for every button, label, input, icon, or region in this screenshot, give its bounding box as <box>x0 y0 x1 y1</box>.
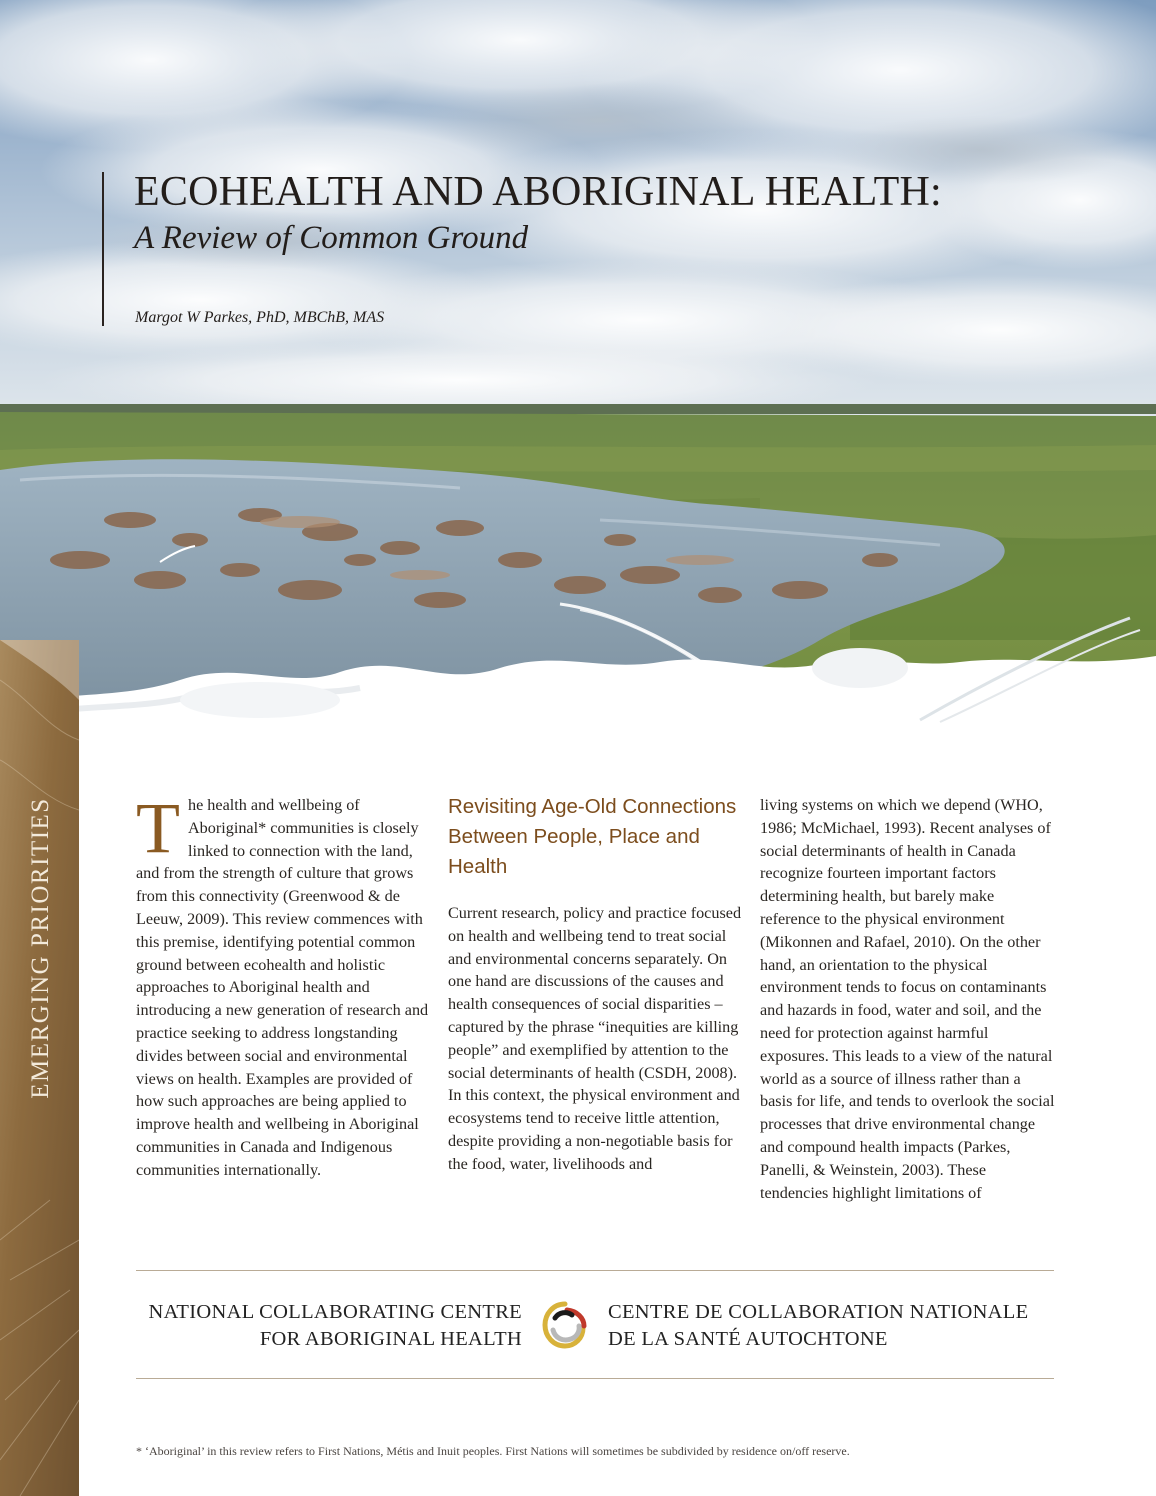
intro-text: he health and wellbeing of Aboriginal* communities is closely linked to connection with the land, and from the strength of culture that grows from this connectivity (Greenwood & de Leeuw, 2009). This review commences with this premise, identifying potential common ground between ecohealth and holistic approaches to Aboriginal health and introducing a new generation of research and practice seeking to address longstanding divides between social and environmental views on health. Examples are provided of how such approaches are being applied to improve health and wellbeing in Aboriginal communities in Canada and Indigenous communities internationally. <box>136 796 429 1179</box>
page-subtitle: A Review of Common Ground <box>134 220 529 256</box>
column-3 <box>760 794 1056 1204</box>
footer-bottom-rule <box>136 1378 1054 1379</box>
footnote: * ‘Aboriginal’ in this review refers to First Nations, Métis and Inuit peoples. First Nations will sometimes be subdivided by residence on/off reserve. <box>136 1444 850 1458</box>
section-label: EMERGING PRIORITIES <box>27 797 54 1099</box>
section-heading: Revisiting Age-Old Connections Between People, Place and Health <box>448 795 737 878</box>
org-name-french: CENTRE DE COLLABORATION NATIONALE DE LA SANTÉ AUTOCHTONE <box>608 1301 1029 1350</box>
page-title: ECOHEALTH AND ABORIGINAL HEALTH: <box>134 169 942 215</box>
nccah-swirl-icon <box>541 1300 589 1350</box>
body-paragraph-2: living systems on which we depend (WHO, 1986; McMichael, 1993). Recent analyses of social determinants of health in Canada recognize fourteen important factors determining health, but barely make reference to the physical environment (Mikonnen and Rafael, 2010). On the other hand, an orientation to the physical environment tends to focus on contaminants and hazards in food, water and soil, and the need for protection against harmful exposures. This leads to a view of the natural world as a source of illness rather than a basis for life, and tends to overlook the social processes that drive environmental change and compound health impacts (Parkes, Panelli, & Weinstein, 2003). These tendencies highlight limitations of <box>760 796 1055 1202</box>
column-2 <box>448 792 742 1176</box>
drop-cap: T <box>136 788 180 868</box>
org-name-english: NATIONAL COLLABORATING CENTRE FOR ABORIGINAL HEALTH <box>148 1301 522 1350</box>
body-paragraph-1: Current research, policy and practice focused on health and wellbeing tend to treat social and environmental concerns separately. On one hand are discussions of the causes and health consequences of social disparities – captured by the phrase “inequities are killing people” and exemplified by attention to the social determinants of health (CSDH, 2008). In this context, the physical environment and ecosystems tend to receive little attention, despite providing a non-negotiable basis for the food, water, livelihoods and <box>448 904 742 1173</box>
title-rule <box>102 172 104 326</box>
footer-top-rule <box>136 1270 1054 1271</box>
intro-paragraph <box>136 788 434 1182</box>
column-1 <box>136 788 434 1182</box>
side-band <box>0 640 79 1496</box>
author-line: Margot W Parkes, PhD, MBChB, MAS <box>135 309 385 326</box>
